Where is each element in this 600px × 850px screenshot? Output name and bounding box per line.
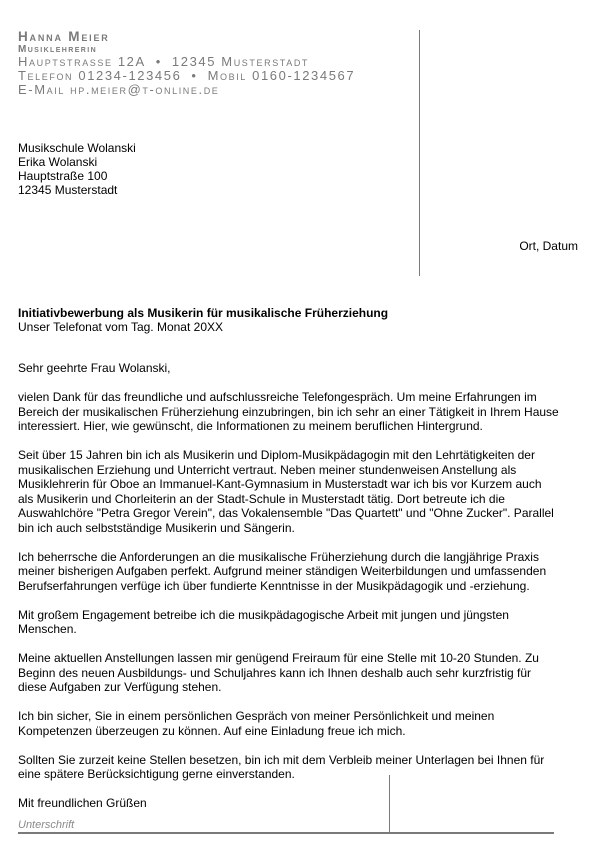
paragraph-5: Meine aktuellen Anstellungen lassen mir genügend Freiraum für eine Stelle mit 10-20 Stunden. Zu Beginn des neuen Ausbildungs- und Schuljahres kann ich Ihnen deshalb auch sehr kurzfristig für diese Aufgaben zur Verfügung stehen. xyxy=(18,651,539,694)
vertical-divider-bottom xyxy=(389,775,390,833)
date-placeholder: Ort, Datum xyxy=(519,239,578,253)
paragraph-1: vielen Dank für das freundliche und aufschlussreiche Telefongespräch. Um meine Erfahrungen im Bereich der musikalischen Früherziehung einzubringen, bin ich sehr an einer Tätigkeit in Ihrem Hause interessiert. Hier, wie gewünscht, die Informationen zu meinem beruflichen Hintergrund. xyxy=(18,390,559,433)
recipient-line-1: Musikschule Wolanski xyxy=(18,141,136,155)
sender-mobile: Mobil 0160-1234567 xyxy=(207,68,356,83)
sender-city: 12345 Musterstadt xyxy=(171,54,310,69)
paragraph-4: Mit großem Engagement betreibe ich die musikpädagogische Arbeit mit jungen und jüngsten Menschen. xyxy=(18,607,509,636)
signature-line xyxy=(18,832,554,834)
sender-phones xyxy=(18,69,355,83)
salutation: Sehr geehrte Frau Wolanski, xyxy=(18,361,171,375)
vertical-divider-top xyxy=(419,30,420,276)
subject-reference: Unser Telefonat vom Tag. Monat 20XX xyxy=(18,320,224,334)
recipient-address xyxy=(18,141,136,197)
sender-header xyxy=(18,30,355,97)
paragraph-7: Sollten Sie zurzeit keine Stellen besetzen, bin ich mit dem Verbleib meiner Unterlagen bei Ihnen für eine spätere Berücksichtigung gerne einverstanden. xyxy=(18,752,545,781)
paragraph-2: Seit über 15 Jahren bin ich als Musikerin und Diplom-Musikpädagogin mit den Lehrtätigkeiten der musikalischen Erziehung und Unterricht vertraut. Neben meiner stundenweisen Anstellung als Musiklehrerin für Oboe an Immanuel-Kant-Gymnasium in Musterstadt war ich bis vor Kurzem auch als Musikerin und Chorleiterin an der Stadt-Schule in Musterstadt tätig. Dort betreute ich die Auswahlchöre "Petra Gregor Verein", das Vokalensemble "Das Quartett" und "Ohne Zucker". Parallel bin ich auch selbstständige Musikerin und Sängerin. xyxy=(18,448,554,535)
recipient-line-3: Hauptstraße 100 xyxy=(18,169,108,183)
signature-label: Unterschrift xyxy=(18,819,75,831)
recipient-line-2: Erika Wolanski xyxy=(18,155,98,169)
sender-street: Hauptstrasse 12A xyxy=(18,54,146,69)
separator-dot: • xyxy=(155,54,162,69)
letter-body xyxy=(18,361,560,825)
sender-name: Hanna Meier xyxy=(18,29,110,44)
sender-email: E-Mail hp.meier@t-online.de xyxy=(18,82,220,97)
subject-title: Initiativbewerbung als Musikerin für musikalische Früherziehung xyxy=(18,306,389,320)
separator-dot: • xyxy=(191,68,198,83)
paragraph-6: Ich bin sicher, Sie in einem persönlichen Gespräch von meiner Persönlichkeit und meinen Kompetenzen überzeugen zu können. Auf eine Einladung freue ich mich. xyxy=(18,709,495,738)
recipient-line-4: 12345 Musterstadt xyxy=(18,183,118,197)
sender-phone: Telefon 01234-123456 xyxy=(18,68,182,83)
sender-job-title: Musiklehrerin xyxy=(18,44,98,55)
closing: Mit freundlichen Grüßen xyxy=(18,796,147,810)
sender-address xyxy=(18,55,355,69)
subject-block xyxy=(18,306,388,334)
paragraph-3: Ich beherrsche die Anforderungen an die musikalische Früherziehung durch die langjährige Praxis meiner bisherigen Aufgaben perfekt. Aufgrund meiner ständigen Weiterbildungen und umfassenden Berufserfahrungen verfüge ich über fundierte Kenntnisse in der Musikpädagogik und -erziehung. xyxy=(18,549,547,593)
